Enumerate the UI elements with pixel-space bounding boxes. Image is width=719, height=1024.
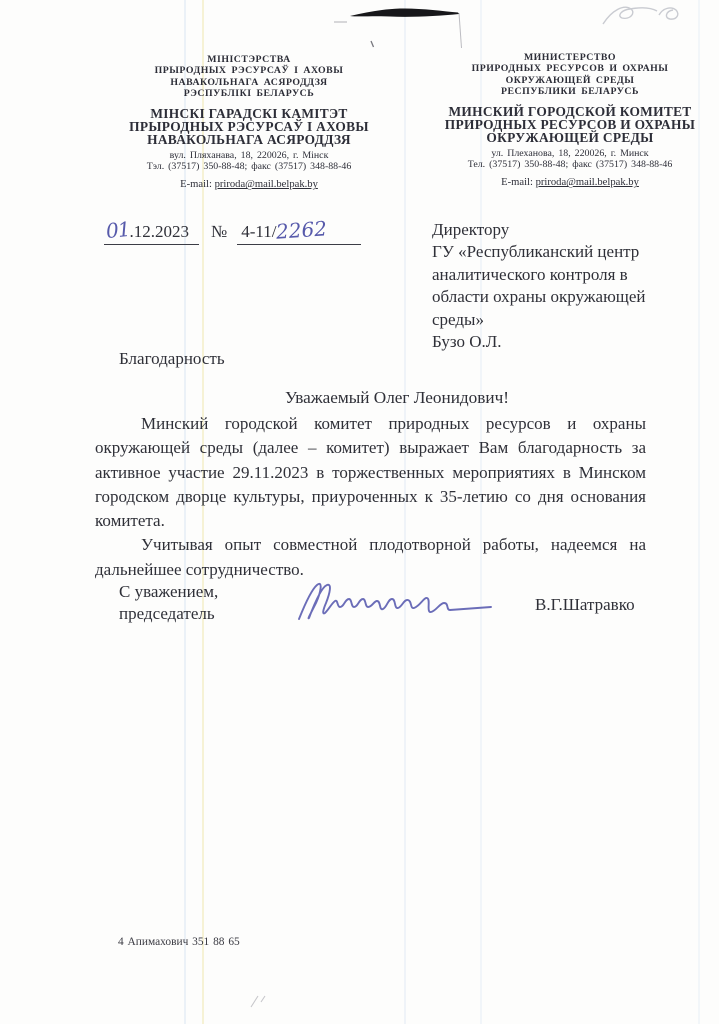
handwritten-number: 2262 <box>275 216 329 244</box>
addressee-line: среды» <box>432 309 484 329</box>
phone-fax-line: Тел. (37517) 350-88-48; факс (37517) 348-88-46 <box>467 158 673 170</box>
ministry-name-line: НАВАКОЛЬНАГА АСЯРОДДЗЯ <box>170 76 328 88</box>
committee-name-line: МІНСКІ ГАРАДСКІ КАМІТЭТ <box>150 106 348 122</box>
handwritten-signature <box>293 577 498 631</box>
letter-body <box>95 412 646 582</box>
postal-address: вул. Пляханава, 18, 220026, г. Мінск <box>169 149 329 161</box>
ministry-name-line: РЕСПУБЛИКИ БЕЛАРУСЬ <box>501 85 639 97</box>
closing-respect-line: С уважением, <box>119 582 219 601</box>
committee-name-line: НАВАКОЛЬНАГА АСЯРОДДЗЯ <box>147 131 351 147</box>
addressee-block <box>432 219 704 353</box>
scan-smudge-mark <box>350 8 459 16</box>
addressee-line: аналитического контроля в <box>432 264 628 284</box>
committee-name-line: ОКРУЖАЮЩЕЙ СРЕДЫ <box>486 129 654 145</box>
addressee-line: Директору <box>432 220 510 239</box>
pencil-speck-mark <box>251 996 265 1007</box>
scan-speck-mark <box>371 41 374 47</box>
scan-hairline-mark <box>459 13 462 48</box>
committee-name-line: ПРЫРОДНЫХ РЭСУРСАЎ І АХОВЫ <box>129 118 369 134</box>
addressee-line: Бузо О.Л. <box>432 332 502 352</box>
reference-line <box>104 218 361 245</box>
typed-date: .12.2023 <box>129 222 189 241</box>
ministry-name-line: МИНИСТЕРСТВО <box>523 52 617 63</box>
addressee-line: области охраны окружающей <box>432 287 646 307</box>
committee-name-line: МИНСКИЙ ГОРОДСКОЙ КОМИТЕТ <box>448 104 692 120</box>
body-paragraph: Учитывая опыт совместной плодотворной работы, надеемся на дальнейшее сотрудничество. <box>95 535 646 579</box>
addressee-line: ГУ «Республиканский центр <box>432 242 640 262</box>
ministry-name-line: МІНІСТЭРСТВА <box>207 54 291 65</box>
email-label: E-mail: <box>180 179 212 191</box>
postal-address: ул. Плеханова, 18, 220026, г. Минск <box>491 147 649 159</box>
ministry-name-line: ПРИРОДНЫХ РЕСУРСОВ И ОХРАНЫ <box>471 63 669 75</box>
phone-fax-line: Тэл. (37517) 350-88-48; факс (37517) 348-88-46 <box>146 160 352 172</box>
email-address: priroda@mail.belpak.by <box>214 179 318 191</box>
outgoing-number-field <box>237 218 361 245</box>
email-label: E-mail: <box>501 177 533 189</box>
salutation: Уважаемый Олег Леонидович! <box>285 388 509 407</box>
ministry-name-line: ОКРУЖАЮЩЕЙ СРЕДЫ <box>505 74 635 86</box>
committee-name-line: ПРИРОДНЫХ РЕСУРСОВ И ОХРАНЫ <box>444 116 696 132</box>
executor-note: 4 Апимахович 351 88 65 <box>118 936 240 948</box>
pencil-scribble-mark <box>603 7 678 24</box>
email-address: priroda@mail.belpak.by <box>535 177 639 189</box>
ministry-name-line: ПРЫРОДНЫХ РЭСУРСАЎ І АХОВЫ <box>154 65 344 77</box>
letterhead-russian <box>424 52 716 188</box>
letterhead-belarusian <box>98 54 400 190</box>
body-paragraph: Минский городской комитет природных ресурсов и охраны окружающей среды (далее – комитет) выражает Вам благодарность за активное участие 29.11.2023 в торжественных мероприятиях в Минском городском дворце культуры, приуроченных к 35-летию со дня основания комитета. <box>95 414 646 531</box>
signer-name: В.Г.Шатравко <box>535 595 635 614</box>
handwritten-day: 01 <box>104 216 131 244</box>
number-sign: № <box>210 222 228 241</box>
closing-title-line: председатель <box>119 603 215 623</box>
closing-block <box>119 581 218 624</box>
document-type-label: Благодарность <box>119 349 225 368</box>
ministry-name-line: РЭСПУБЛІКІ БЕЛАРУСЬ <box>183 87 315 99</box>
date-field <box>104 218 199 245</box>
typed-number-prefix: 4-11/ <box>241 222 277 241</box>
